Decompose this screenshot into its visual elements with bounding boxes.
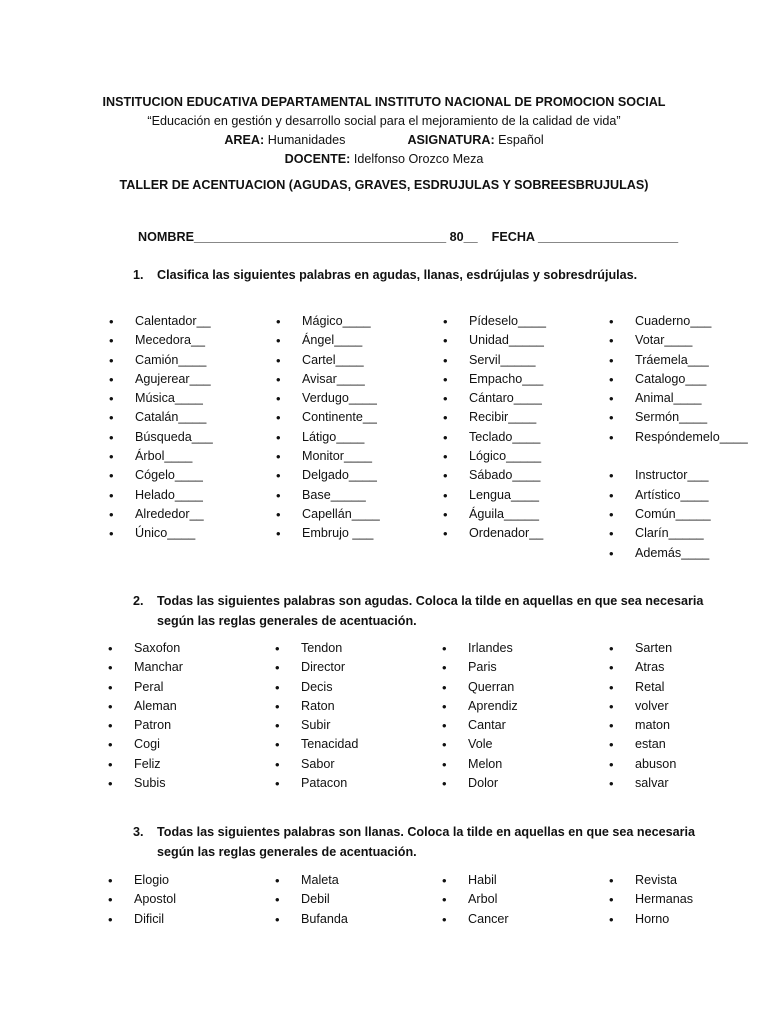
word-item: • Unidad_____ <box>469 331 546 350</box>
question-2 <box>133 591 713 631</box>
word-item: • Música____ <box>135 389 213 408</box>
section2-col1 <box>134 639 183 793</box>
word-item: • Alrededor__ <box>135 505 213 524</box>
word-item: • Mecedora__ <box>135 331 213 350</box>
word-item: • Respóndemelo____ <box>635 428 715 467</box>
word-item: • Delgado____ <box>302 466 380 485</box>
question-1 <box>133 265 713 285</box>
section3-col4 <box>635 871 693 929</box>
section3-col3 <box>468 871 509 929</box>
word-item: • Hermanas <box>635 890 693 909</box>
area-value: Humanidades <box>264 133 346 147</box>
institution-name: INSTITUCION EDUCATIVA DEPARTAMENTAL INSTITUTO NACIONAL DE PROMOCION SOCIAL <box>102 95 666 109</box>
word-item: • Pídeselo____ <box>469 312 546 331</box>
word-item: • Sermón____ <box>635 408 715 427</box>
word-item: • maton <box>635 716 676 735</box>
word-item: • Irlandes <box>468 639 518 658</box>
word-item: • Base_____ <box>302 486 380 505</box>
word-item: • Clarín_____ <box>635 524 715 543</box>
word-item: • Águila_____ <box>469 505 546 524</box>
nombre-fecha-line: NOMBRE____________________________________ 80__ FECHA ____________________ <box>138 230 679 244</box>
word-item: • Sábado____ <box>469 466 546 485</box>
section3-col2 <box>301 871 348 929</box>
question-2-text: Todas las siguientes palabras son agudas. Coloca la tilde en aquellas en que sea necesaria según las reglas generales de acentuación. <box>157 594 704 628</box>
question-1-text: Clasifica las siguientes palabras en agudas, llanas, esdrújulas y sobresdrújulas. <box>157 268 638 282</box>
asignatura-value: Español <box>494 133 544 147</box>
word-item: • Feliz <box>134 755 183 774</box>
asignatura-label: ASIGNATURA: <box>407 133 495 147</box>
word-item: • Catalán____ <box>135 408 213 427</box>
word-item: • Embrujo ___ <box>302 524 380 543</box>
word-item: • Bufanda <box>301 910 348 929</box>
section3-col1 <box>134 871 176 929</box>
word-item: • Retal <box>635 678 676 697</box>
word-item: • Elogio <box>134 871 176 890</box>
docente-value: Idelfonso Orozco Meza <box>350 152 484 166</box>
word-item: • Árbol____ <box>135 447 213 466</box>
worksheet-title: TALLER DE ACENTUACION (AGUDAS, GRAVES, ESDRUJULAS Y SOBREESBRUJULAS) <box>119 178 649 192</box>
word-item: • volver <box>635 697 676 716</box>
word-item: • Arbol <box>468 890 509 909</box>
word-item: • Calentador__ <box>135 312 213 331</box>
docente-label: DOCENTE: <box>284 152 351 166</box>
question-1-number: 1. <box>133 268 144 282</box>
question-2-number: 2. <box>133 594 144 608</box>
word-item: • Tenacidad <box>301 735 358 754</box>
section2-col3 <box>468 639 518 793</box>
word-item: • Aprendiz <box>468 697 518 716</box>
word-item: • Dolor <box>468 774 518 793</box>
word-item: • Ángel____ <box>302 331 380 350</box>
question-3-number: 3. <box>133 825 144 839</box>
word-item: • Lógico_____ <box>469 447 546 466</box>
word-item: • Debil <box>301 890 348 909</box>
word-item: • Patron <box>134 716 183 735</box>
institution-motto: “Educación en gestión y desarrollo social para el mejoramiento de la calidad de vida” <box>147 114 621 128</box>
word-item: • Avisar____ <box>302 370 380 389</box>
section1-col2 <box>302 312 380 544</box>
word-item: • Además____ <box>635 544 715 563</box>
docente-row <box>0 150 768 169</box>
word-item: • Helado____ <box>135 486 213 505</box>
word-item: • Monitor____ <box>302 447 380 466</box>
word-item: • Melon <box>468 755 518 774</box>
word-item: • Capellán____ <box>302 505 380 524</box>
area-asignatura-row <box>0 131 768 150</box>
word-item: • Sabor <box>301 755 358 774</box>
word-item: • Maleta <box>301 871 348 890</box>
word-item: • abuson <box>635 755 676 774</box>
word-item: • Decis <box>301 678 358 697</box>
word-item: • Látigo____ <box>302 428 380 447</box>
word-item: • Cantar <box>468 716 518 735</box>
word-item: • Manchar <box>134 658 183 677</box>
section1-col1 <box>135 312 213 544</box>
word-item: • Raton <box>301 697 358 716</box>
word-item: • Sarten <box>635 639 676 658</box>
word-item: • Mágico____ <box>302 312 380 331</box>
word-item: • Búsqueda___ <box>135 428 213 447</box>
word-item: • Vole <box>468 735 518 754</box>
word-item: • Verdugo____ <box>302 389 380 408</box>
section2-col2 <box>301 639 358 793</box>
word-item: • Habil <box>468 871 509 890</box>
word-item: • Subis <box>134 774 183 793</box>
word-item: • Saxofon <box>134 639 183 658</box>
section2-col4 <box>635 639 676 793</box>
question-3-text: Todas las siguientes palabras son llanas. Coloca la tilde en aquellas en que sea necesaria según las reglas generales de acentuación. <box>157 825 696 859</box>
area-label: AREA: <box>224 133 265 147</box>
word-item: • Catalogo___ <box>635 370 715 389</box>
word-item: • Teclado____ <box>469 428 546 447</box>
word-item: • Empacho___ <box>469 370 546 389</box>
word-item: • Recibir____ <box>469 408 546 427</box>
word-item: • Instructor___ <box>635 466 715 485</box>
word-item: • Subir <box>301 716 358 735</box>
word-item: • salvar <box>635 774 676 793</box>
word-item: • Agujerear___ <box>135 370 213 389</box>
word-item: • Cuaderno___ <box>635 312 715 331</box>
word-item: • estan <box>635 735 676 754</box>
word-item: • Lengua____ <box>469 486 546 505</box>
word-item: • Director <box>301 658 358 677</box>
word-item: • Animal____ <box>635 389 715 408</box>
word-item: • Tráemela___ <box>635 351 715 370</box>
word-item: • Horno <box>635 910 693 929</box>
document-header <box>0 93 768 169</box>
word-item: • Artístico____ <box>635 486 715 505</box>
word-item: • Cartel____ <box>302 351 380 370</box>
question-3 <box>133 822 713 862</box>
word-item: • Cógelo____ <box>135 466 213 485</box>
word-item: • Cántaro____ <box>469 389 546 408</box>
word-item: • Peral <box>134 678 183 697</box>
word-item: • Continente__ <box>302 408 380 427</box>
word-item: • Querran <box>468 678 518 697</box>
word-item: • Votar____ <box>635 331 715 350</box>
section1-col4 <box>635 312 748 563</box>
word-item: • Servil_____ <box>469 351 546 370</box>
word-item: • Atras <box>635 658 676 677</box>
word-item: • Ordenador__ <box>469 524 546 543</box>
word-item: • Camión____ <box>135 351 213 370</box>
word-item: • Aleman <box>134 697 183 716</box>
word-item: • Tendon <box>301 639 358 658</box>
section1-col3 <box>469 312 546 544</box>
word-item: • Cancer <box>468 910 509 929</box>
word-item: • Único____ <box>135 524 213 543</box>
word-item: • Revista <box>635 871 693 890</box>
word-item: • Paris <box>468 658 518 677</box>
word-item: • Patacon <box>301 774 358 793</box>
word-item: • Dificil <box>134 910 176 929</box>
word-item: • Apostol <box>134 890 176 909</box>
word-item: • Cogi <box>134 735 183 754</box>
word-item: • Común_____ <box>635 505 715 524</box>
